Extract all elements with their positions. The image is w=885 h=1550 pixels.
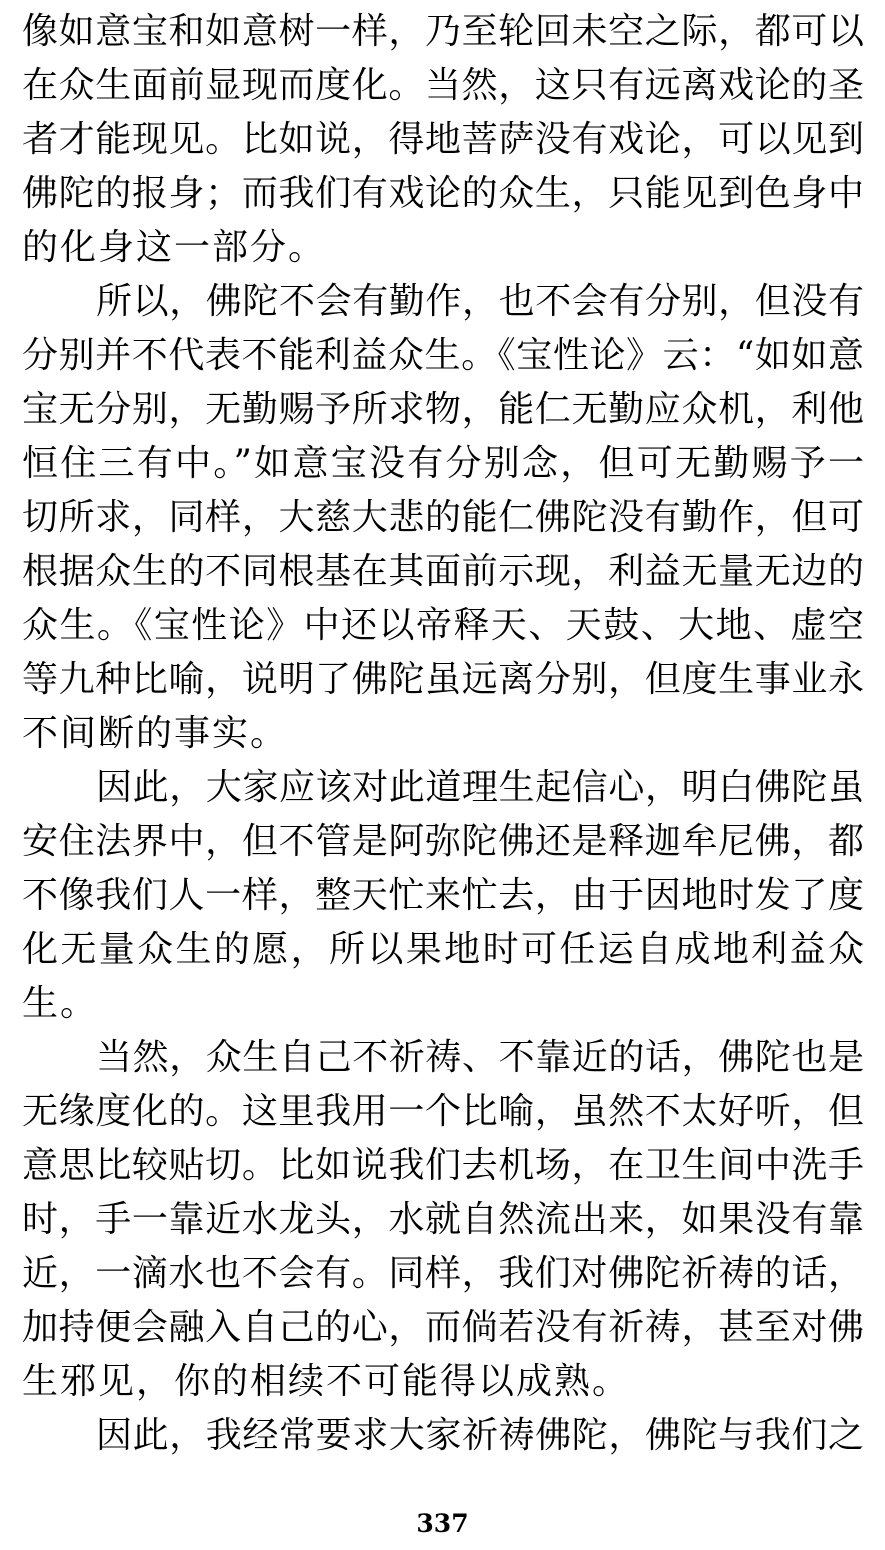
paragraph-first-line: 当然，众生自己不祈祷、不靠近的话，佛陀也是 [96,1037,864,1078]
paragraph-first-line: 所以，佛陀不会有勤作，也不会有分别，但没有 [96,281,864,322]
text-line: 根据众生的不同根基在其面前示现，利益无量无边的 [22,551,864,592]
text-line: 佛陀的报身；而我们有戏论的众生，只能见到色身中 [22,173,864,214]
text-line: 等九种比喻，说明了佛陀虽远离分别，但度生事业永 [22,659,864,700]
text-line: 无缘度化的。这里我用一个比喻，虽然不太好听，但 [22,1091,864,1132]
text-line: 分别并不代表不能利益众生。《宝性论》云：“如如意 [22,335,864,376]
text-line: 的化身这一部分。 [22,227,327,268]
text-line: 化无量众生的愿，所以果地时可任运自成地利益众 [22,929,864,970]
text-line: 不像我们人一样，整天忙来忙去，由于因地时发了度 [22,875,864,916]
text-line: 宝无分别，无勤赐予所求物，能仁无勤应众机，利他 [22,389,864,430]
page-number: 337 [416,1509,469,1538]
text-line: 近，一滴水也不会有。同样，我们对佛陀祈祷的话， [22,1253,864,1294]
body-text [22,5,864,1463]
text-line: 者才能现见。比如说，得地菩萨没有戏论，可以见到 [22,119,864,160]
text-line: 恒住三有中。”如意宝没有分别念，但可无勤赐予一 [22,443,864,484]
text-line: 众生。《宝性论》中还以帝释天、天鼓、大地、虚空 [22,605,864,646]
text-line: 不间断的事实。 [22,713,289,754]
text-line: 切所求，同样，大慈大悲的能仁佛陀没有勤作，但可 [22,497,864,538]
text-line: 在众生面前显现而度化。当然，这只有远离戏论的圣 [22,65,864,106]
paragraph-first-line: 因此，我经常要求大家祈祷佛陀，佛陀与我们之 [96,1415,864,1456]
text-line: 生。 [22,983,99,1024]
text-line: 加持便会融入自己的心，而倘若没有祈祷，甚至对佛 [22,1307,864,1348]
text-line: 时，手一靠近水龙头，水就自然流出来，如果没有靠 [22,1199,864,1240]
text-line: 意思比较贴切。比如说我们去机场，在卫生间中洗手 [22,1145,864,1186]
text-line: 像如意宝和如意树一样，乃至轮回未空之际，都可以 [22,11,864,52]
text-line: 安住法界中，但不管是阿弥陀佛还是释迦牟尼佛，都 [22,821,864,862]
text-line: 生邪见，你的相续不可能得以成熟。 [22,1361,631,1402]
paragraph-first-line: 因此，大家应该对此道理生起信心，明白佛陀虽 [96,767,864,808]
